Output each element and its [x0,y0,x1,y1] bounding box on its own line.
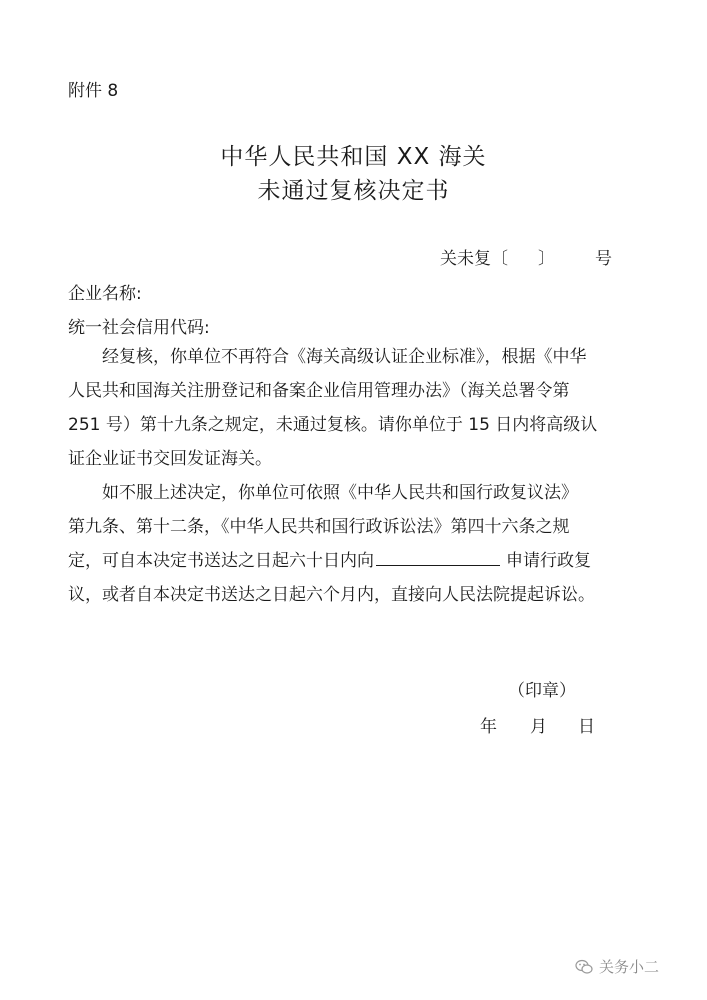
paragraph2-line4: 议，或者自本决定书送达之日起六个月内，直接向人民法院提起诉讼。 [68,585,595,605]
fill-in-blank [376,551,500,566]
paragraph1-line3: 251 号）第十九条之规定，未通过复核。请你单位于 15 日内将高级认 [68,415,598,435]
paragraph2-line1: 如不服上述决定，你单位可依照《中华人民共和国行政复议法》 [102,483,578,503]
paragraph1-line2: 人民共和国海关注册登记和备案企业信用管理办法》（海关总署令第 [68,381,570,401]
document-number [440,244,612,269]
document-title-line2: 未通过复核决定书 [257,178,450,204]
date-day: 日 [578,717,595,737]
credit-code-label: 统一社会信用代码: [68,318,210,338]
doc-number-bracket-close: 〕 [538,249,555,269]
paragraph1-line4: 证企业证书交回发证海关。 [68,449,272,469]
seal-label: （印章） [508,681,576,701]
attachment-label: 附件 8 [68,81,119,101]
date-year: 年 [480,717,497,737]
wechat-icon [575,959,593,975]
doc-number-suffix: 号 [595,249,612,269]
paragraph2-line3-after: 申请行政复 [506,551,591,571]
watermark [575,956,659,977]
paragraph1-line1: 经复核，你单位不再符合《海关高级认证企业标准》，根据《中华 [102,347,587,367]
paragraph2-line3 [68,551,591,571]
doc-number-prefix: 关未复〔 [440,249,508,269]
paragraph2-line2: 第九条、第十二条，《中华人民共和国行政诉讼法》第四十六条之规 [68,517,570,537]
document-title-line1: 中华人民共和国 XX 海关 [220,144,487,170]
watermark-text: 关务小二 [598,958,659,976]
paragraph2-line3-before: 定，可自本决定书送达之日起六十日内向 [68,551,374,571]
date-month: 月 [530,717,547,737]
company-name-label: 企业名称: [68,284,142,304]
